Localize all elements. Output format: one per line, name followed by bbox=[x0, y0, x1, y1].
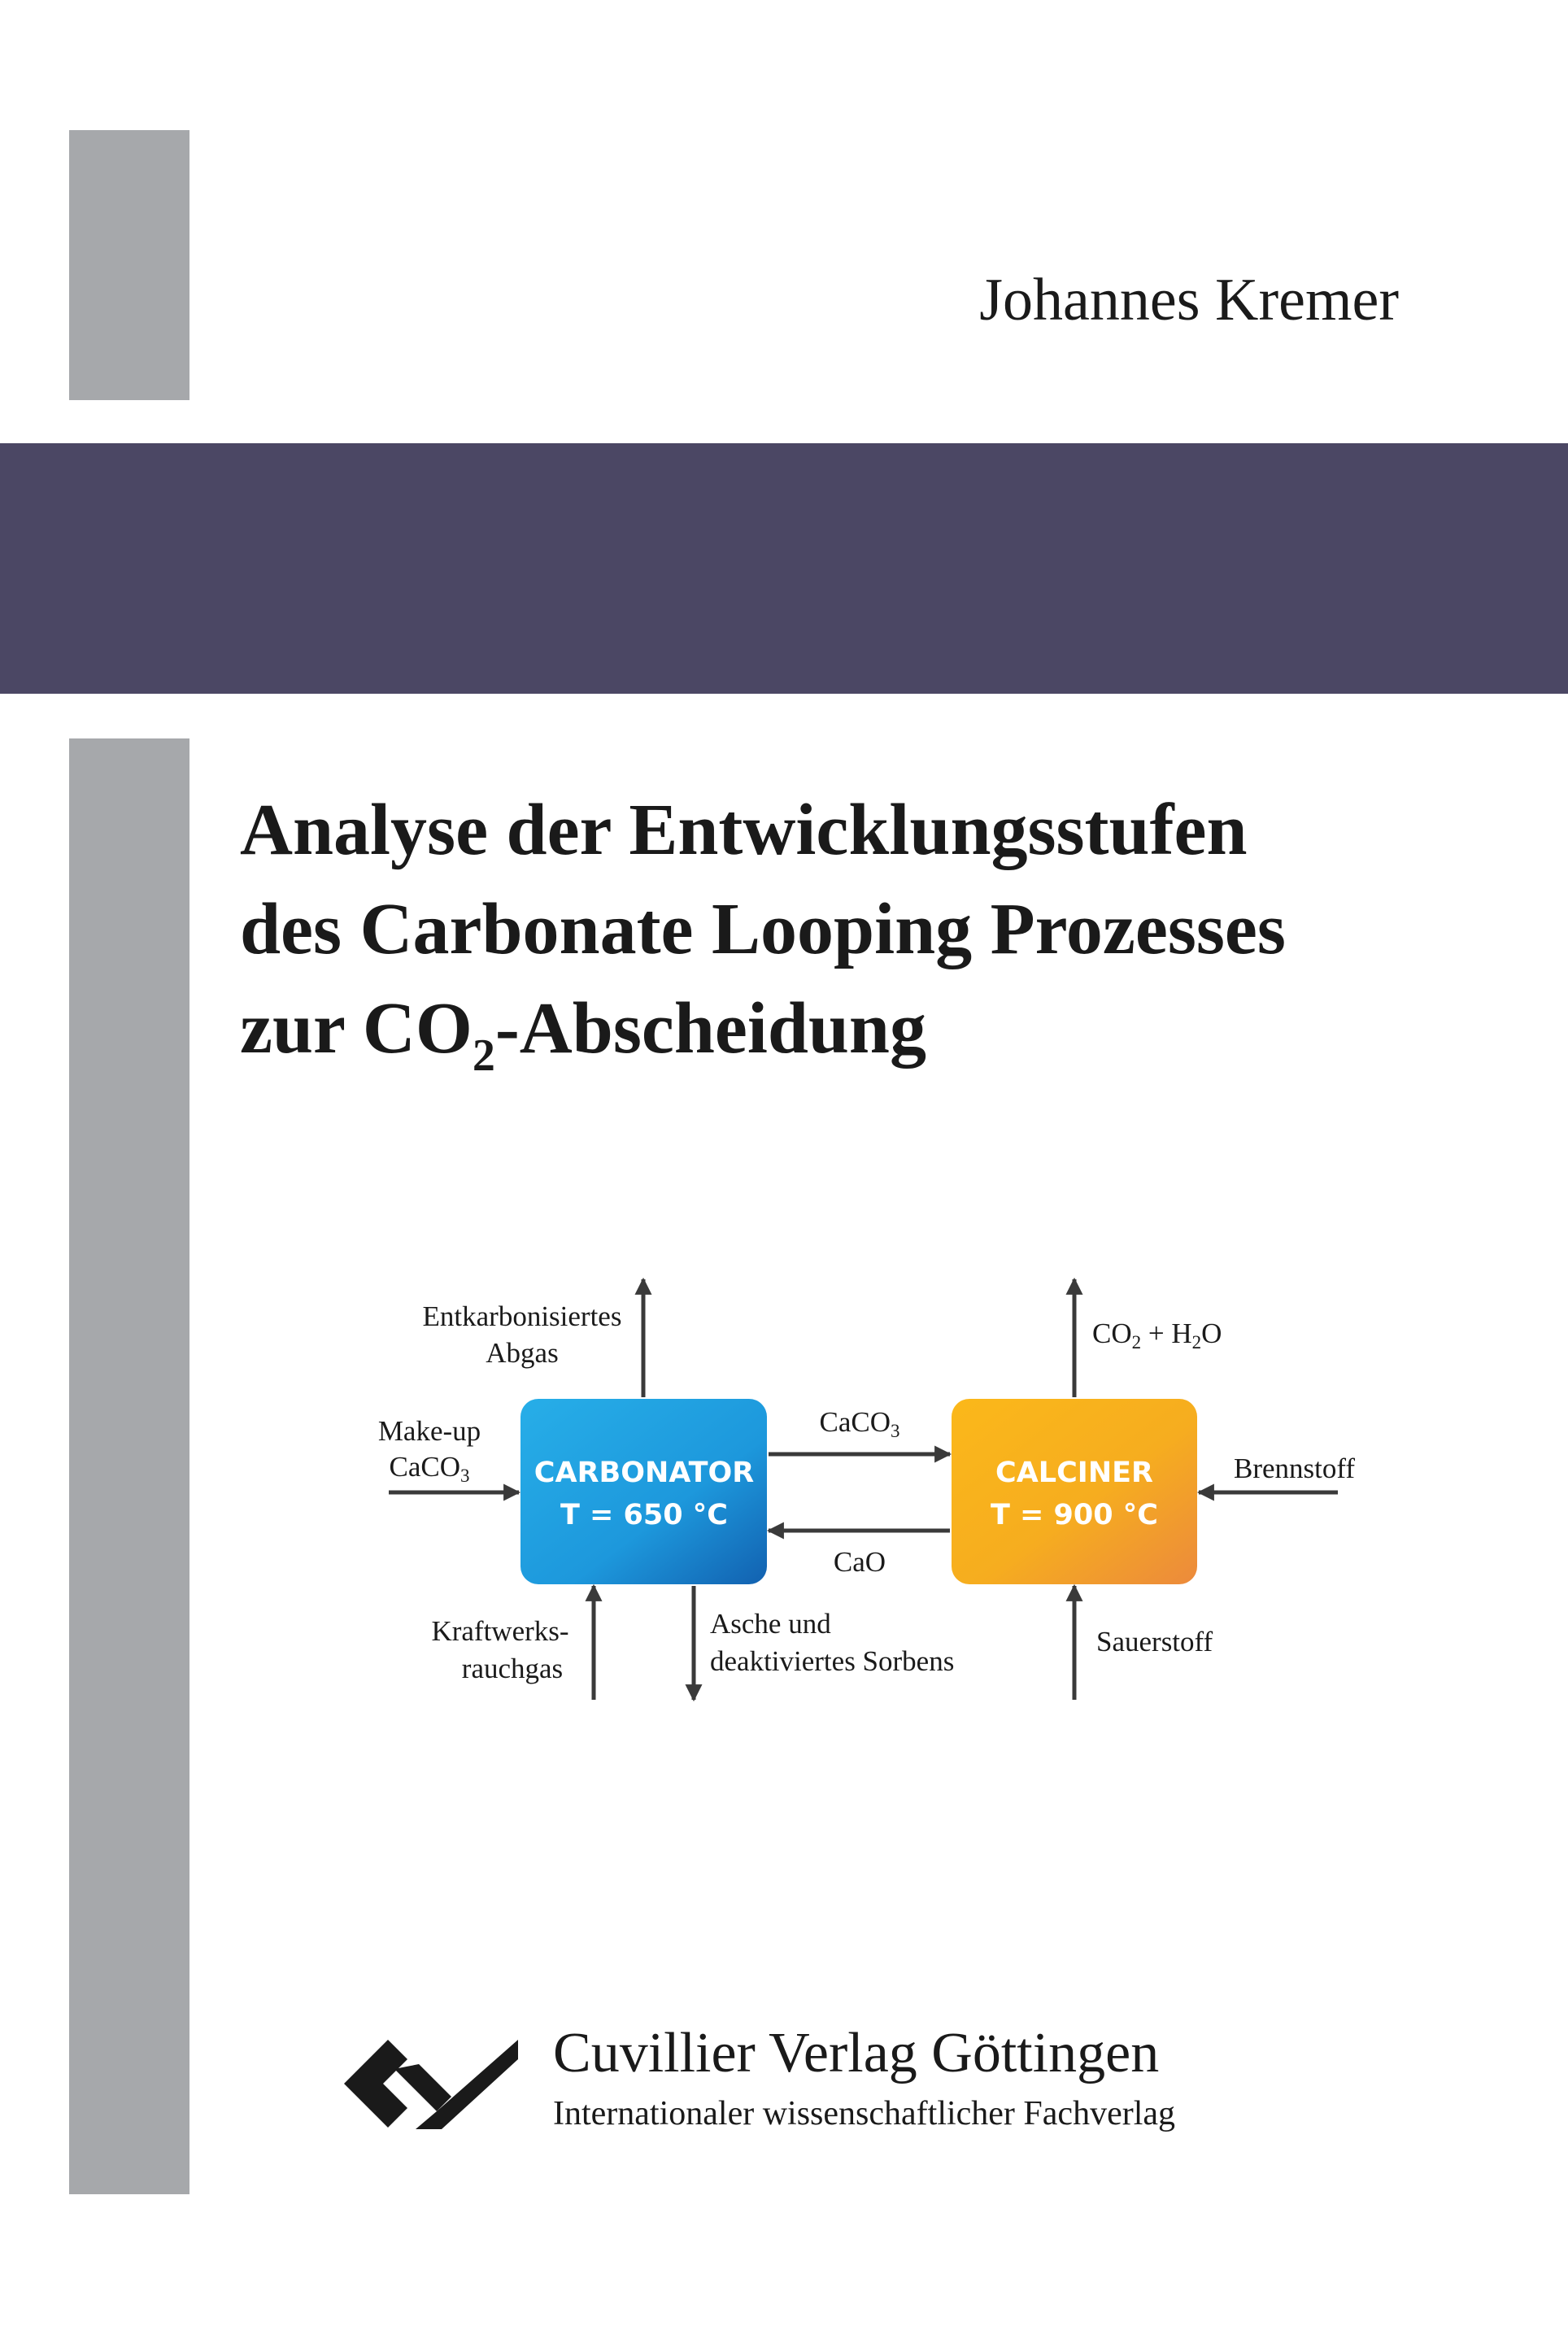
gray-accent-bar-top bbox=[69, 130, 189, 400]
title-line-2: des Carbonate Looping Prozesses bbox=[240, 889, 1286, 969]
flue-label-1: Kraftwerks- bbox=[431, 1615, 569, 1647]
co2-h2o-label: $CO_2 + H_2O$ bbox=[1092, 1318, 1222, 1352]
title-line-1: Analyse der Entwicklungsstufen bbox=[240, 790, 1248, 870]
process-diagram bbox=[358, 1257, 1399, 1724]
book-title bbox=[240, 781, 1525, 1081]
publisher-name: Cuvillier Verlag Göttingen bbox=[553, 2022, 1160, 2084]
makeup-label-2: CaCO$_3$ bbox=[389, 1451, 470, 1486]
gray-accent-bar-left bbox=[69, 738, 189, 2194]
publisher-block bbox=[338, 2023, 1313, 2145]
cv-logo-icon bbox=[338, 2033, 525, 2139]
caco3-label: CaCO$_3$ bbox=[819, 1406, 900, 1441]
calciner-label: CALCINER bbox=[995, 1457, 1153, 1489]
title-line-3: zur $CO_2$-Abscheidung bbox=[240, 988, 926, 1081]
publisher-tagline: Internationaler wissenschaftlicher Fachverlag bbox=[553, 2095, 1176, 2132]
fuel-label: Brennstoff bbox=[1234, 1453, 1356, 1484]
carbonator-temp: T = 650 °C bbox=[560, 1499, 729, 1531]
calciner-temp: T = 900 °C bbox=[990, 1499, 1159, 1531]
title-band bbox=[0, 443, 1568, 694]
decarb-label-1: Entkarbonisiertes bbox=[422, 1300, 622, 1332]
ash-label-1: Asche und bbox=[710, 1608, 831, 1640]
calciner-box bbox=[952, 1399, 1197, 1584]
flue-label-2: rauchgas bbox=[461, 1653, 564, 1684]
carbonator-box bbox=[520, 1399, 767, 1584]
author-name: Johannes Kremer bbox=[979, 267, 1399, 333]
cao-label: CaO bbox=[833, 1546, 886, 1578]
decarb-label-2: Abgas bbox=[486, 1337, 559, 1369]
makeup-label-1: Make-up bbox=[377, 1415, 481, 1447]
ash-label-2: deaktiviertes Sorbens bbox=[710, 1645, 955, 1677]
oxygen-label: Sauerstoff bbox=[1096, 1626, 1213, 1657]
carbonator-label: CARBONATOR bbox=[534, 1457, 755, 1489]
